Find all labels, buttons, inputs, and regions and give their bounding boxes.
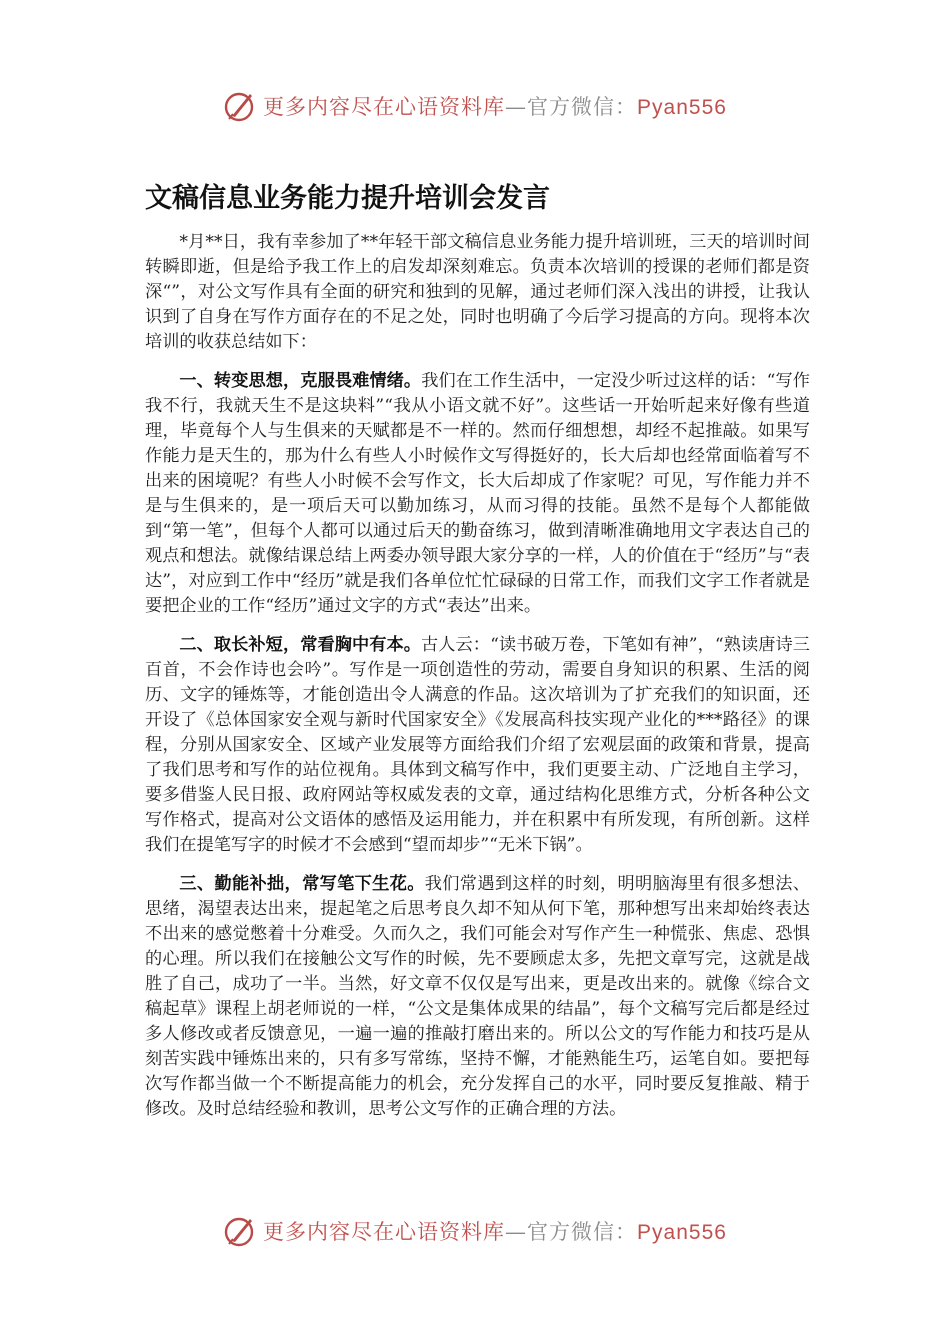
section-heading: 二、取长补短，常看胸中有本。 [179, 635, 422, 655]
watermark-dash: — [505, 1220, 528, 1244]
paragraph-section-2 [145, 633, 810, 858]
watermark-brand: 更多内容尽在心语资料库 [263, 1220, 506, 1244]
section-heading: 一、转变思想，克服畏难情绪。 [179, 371, 422, 391]
paragraph-text: *月**日，我有幸参加了**年轻干部文稿信息业务能力提升培训班，三天的培训时间转瞬即逝，但是给予我工作上的启发却深刻难忘。负责本次培训的授课的老师们都是资深“”，对公文写作具有全面的研究和独到的见解，通过老师们深入浅出的讲授，让我认识到了自身在写作方面存在的不足之处，同时也明确了今后学习提高的方向。现将本次培训的收获总结如下： [145, 232, 810, 352]
paragraph-section-1 [145, 369, 810, 619]
watermark-wechat-id: Pyan556 [637, 96, 727, 119]
watermark-text [263, 91, 727, 121]
paragraph-section-3 [145, 872, 810, 1122]
watermark-header [0, 86, 950, 126]
document-title: 文稿信息业务能力提升培训会发言 [145, 183, 550, 214]
paragraph-text: 我们在工作生活中，一定没少听过这样的话：“写作我不行，我就天生不是这块料”“我从小语文就不好”。这些话一开始听起来好像有些道理，毕竟每个人与生俱来的天赋都是不一样的。然而仔细想想，却经不起推敲。如果写作能力是天生的，那为什么有些人小时候作文写得挺好的，长大后却也经常面临着写不出来的困境呢？有些人小时候不会写作文，长大后却成了作家呢？可见，写作能力并不是与生俱来的，是一项后天可以勤加练习，从而习得的技能。虽然不是每个人都能做到“第一笔”，但每个人都可以通过后天的勤奋练习，做到清晰准确地用文字表达自己的观点和想法。就像结课总结上两委办领导跟大家分享的一样，人的价值在于“经历”与“表达”，对应到工作中“经历”就是我们各单位忙忙碌碌的日常工作，而我们文字工作者就是要把企业的工作“经历”通过文字的方式“表达”出来。 [145, 371, 810, 616]
watermark-brand: 更多内容尽在心语资料库 [263, 95, 506, 119]
paragraph-intro [145, 230, 810, 355]
quill-logo-icon [223, 89, 257, 123]
watermark-text [263, 1216, 727, 1246]
watermark-footer [0, 1211, 950, 1251]
watermark-wechat-id: Pyan556 [637, 1221, 727, 1244]
quill-logo-icon [223, 1214, 257, 1248]
watermark-wechat-label: 官方微信： [527, 95, 638, 119]
watermark-dash: — [505, 95, 528, 119]
section-heading: 三、勤能补拙，常写笔下生花。 [179, 874, 425, 894]
document-body [145, 230, 810, 1136]
paragraph-text: 古人云：“读书破万卷，下笔如有神”，“熟读唐诗三百首，不会作诗也会吟”。写作是一项创造性的劳动，需要自身知识的积累、生活的阅历、文字的锤炼等，才能创造出令人满意的作品。这次培训为了扩充我们的知识面，还开设了《总体国家安全观与新时代国家安全》《发展高科技实现产业化的***路径》的课程，分别从国家安全、区域产业发展等方面给我们介绍了宏观层面的政策和背景，提高了我们思考和写作的站位视角。具体到文稿写作中，我们更要主动、广泛地自主学习，要多借鉴人民日报、政府网站等权威发表的文章，通过结构化思维方式，分析各种公文写作格式，提高对公文语体的感悟及运用能力，并在积累中有所发现，有所创新。这样我们在提笔写字的时候才不会感到“望而却步”“无米下锅”。 [145, 635, 810, 855]
watermark-wechat-label: 官方微信： [527, 1220, 638, 1244]
paragraph-text: 我们常遇到这样的时刻，明明脑海里有很多想法、思绪，渴望表达出来，提起笔之后思考良久却不知从何下笔，那种想写出来却始终表达不出来的感觉憋着十分难受。久而久之，我们可能会对写作产生一种慌张、焦虑、恐惧的心理。所以我们在接触公文写作的时候，先不要顾虑太多，先把文章写完，这就是战胜了自己，成功了一半。当然，好文章不仅仅是写出来，更是改出来的。就像《综合文稿起草》课程上胡老师说的一样，“公文是集体成果的结晶”，每个文稿写完后都是经过多人修改或者反馈意见，一遍一遍的推敲打磨出来的。所以公文的写作能力和技巧是从刻苦实践中锤炼出来的，只有多写常练，坚持不懈，才能熟能生巧，运笔自如。要把每次写作都当做一个不断提高能力的机会，充分发挥自己的水平，同时要反复推敲、精于修改。及时总结经验和教训，思考公文写作的正确合理的方法。 [145, 874, 810, 1119]
